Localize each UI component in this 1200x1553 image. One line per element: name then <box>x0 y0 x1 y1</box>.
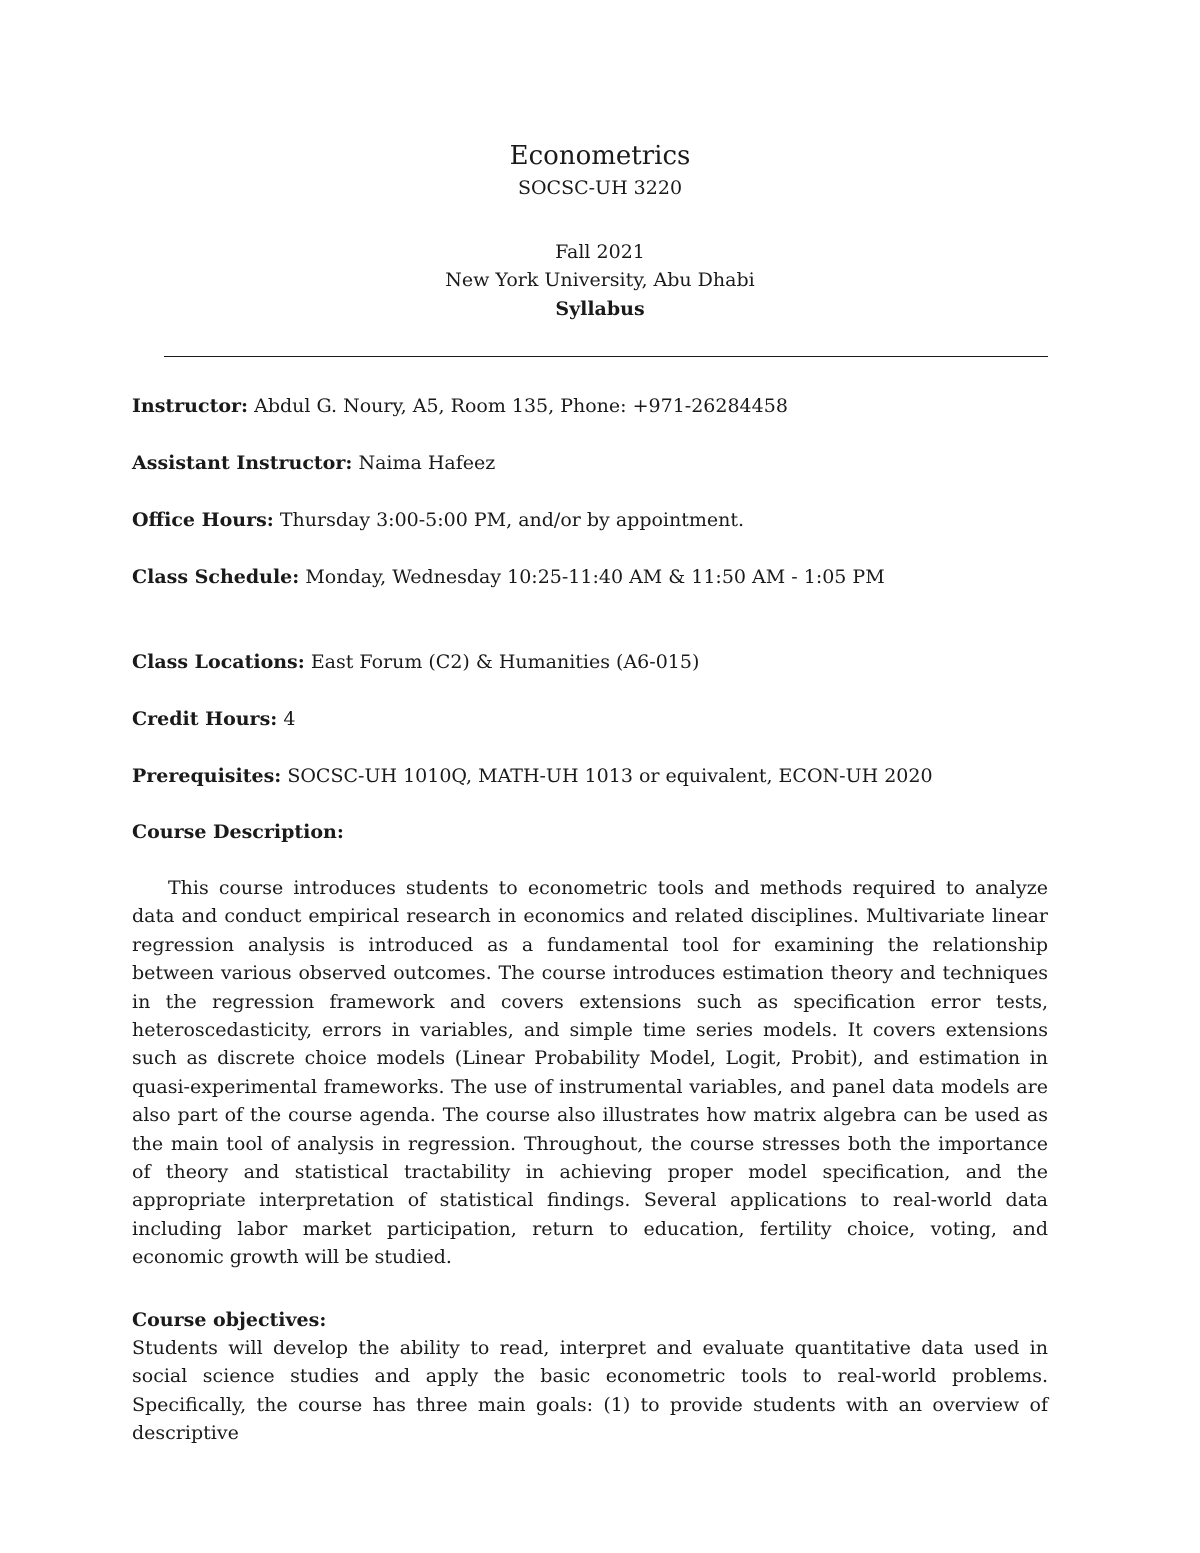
credit-hours-field <box>132 705 295 733</box>
course-code: SOCSC-UH 3220 <box>517 177 683 199</box>
class-locations-label: Class Locations: <box>132 651 305 673</box>
instructor-field <box>132 392 788 420</box>
office-hours-value: Thursday 3:00-5:00 PM, and/or by appointment. <box>279 509 745 531</box>
header-divider <box>164 356 1048 357</box>
office-hours-field <box>132 506 744 534</box>
assistant-instructor-value: Naima Hafeez <box>358 452 496 474</box>
institution-name: New York University, Abu Dhabi <box>445 269 755 291</box>
office-hours-label: Office Hours: <box>132 509 274 531</box>
assistant-instructor-label: Assistant Instructor: <box>132 452 353 474</box>
course-term: Fall 2021 <box>555 241 645 263</box>
assistant-instructor-field <box>132 449 495 477</box>
class-schedule-label: Class Schedule: <box>132 566 300 588</box>
class-locations-value: East Forum (C2) & Humanities (A6-015) <box>310 651 700 673</box>
instructor-label: Instructor: <box>132 395 249 417</box>
class-locations-field <box>132 648 699 676</box>
instructor-value: Abdul G. Noury, A5, Room 135, Phone: +971-26284458 <box>254 395 788 417</box>
class-schedule-value: Monday, Wednesday 10:25-11:40 AM & 11:50 AM - 1:05 PM <box>305 566 885 588</box>
credit-hours-label: Credit Hours: <box>132 708 278 730</box>
credit-hours-value: 4 <box>283 708 296 730</box>
course-description-text: This course introduces students to econometric tools and methods required to analyze data and conduct empirical research in economics and related disciplines. Multivariate linear regression analysis is introduced as a fundamental tool for examining the relationship between various observed outcomes. The course introduces estimation theory and techniques in the regression framework and covers extensions such as specification error tests, heteroscedasticity, errors in variables, and simple time series models. It covers extensions such as discrete choice models (Linear Probability Model, Logit, Probit), and estimation in quasi-experimental frameworks. The use of instrumental variables, and panel data models are also part of the course agenda. The course also illustrates how matrix algebra can be used as the main tool of analysis in regression. Throughout, the course stresses both the importance of theory and statistical tractability in achieving proper model specification, and the appropriate interpretation of statistical findings. Several applications to real-world data including labor market participation, return to education, fertility choice, voting, and economic growth will be studied. <box>132 877 1048 1269</box>
course-objectives-heading: Course objectives: <box>132 1309 327 1331</box>
document-type: Syllabus <box>555 298 645 320</box>
document-title: Econometrics <box>509 141 691 171</box>
class-schedule-field <box>132 563 885 591</box>
document-header <box>0 138 1200 324</box>
course-description-heading: Course Description: <box>132 821 344 843</box>
prerequisites-label: Prerequisites: <box>132 765 282 787</box>
prerequisites-field <box>132 762 933 790</box>
prerequisites-value: SOCSC-UH 1010Q, MATH-UH 1013 or equivalent, ECON-UH 2020 <box>287 765 933 787</box>
course-objectives-text: Students will develop the ability to read, interpret and evaluate quantitative data used in social science studies and apply the basic econometric tools to real-world problems. Specifically, the course has three main goals: (1) to provide students with an overview of descriptive <box>132 1337 1048 1445</box>
